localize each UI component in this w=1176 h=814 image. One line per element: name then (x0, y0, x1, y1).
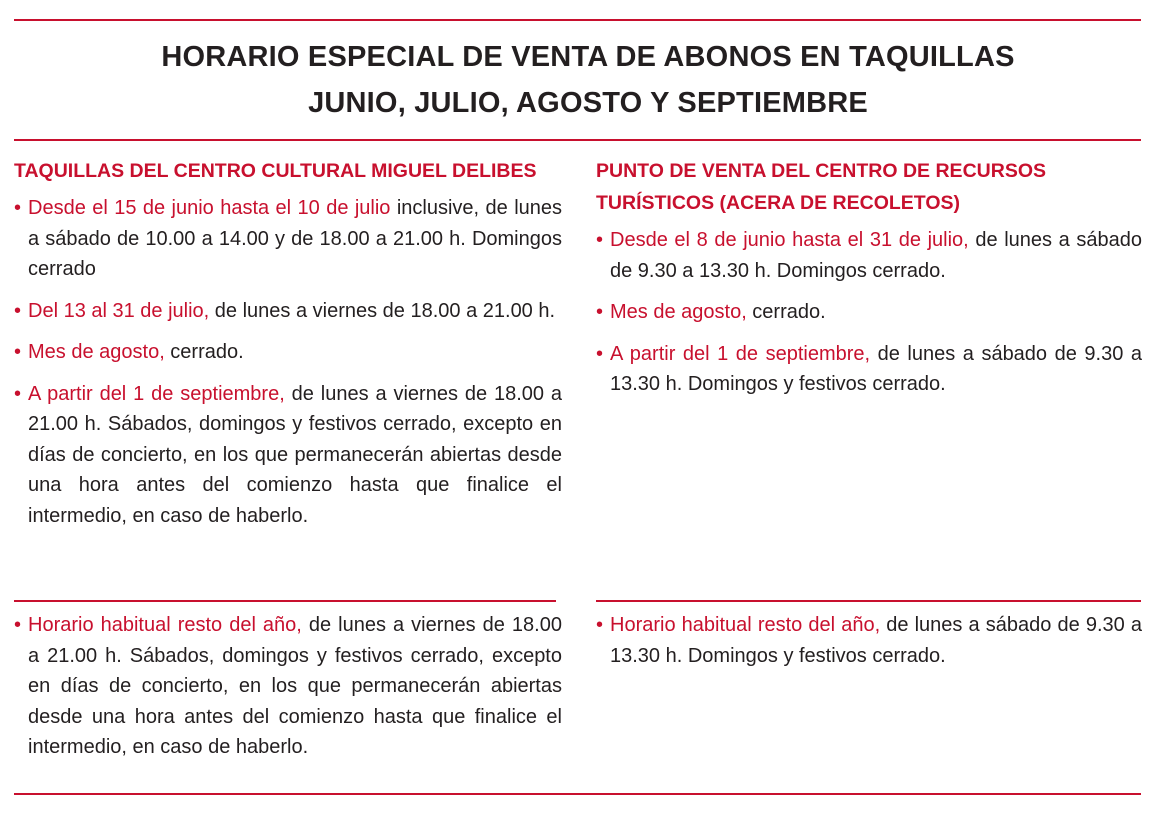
right-item-2 (596, 297, 1142, 328)
item-highlight: A partir del 1 de septiembre, (28, 382, 285, 405)
bullet-icon: • (14, 341, 22, 363)
item-highlight: Desde el 15 de junio hasta el 10 de julio (28, 197, 391, 219)
left-item-2 (14, 296, 562, 327)
bullet-icon: • (596, 301, 604, 323)
bullet-icon: • (596, 229, 604, 251)
right-heading: PUNTO DE VENTA DEL CENTRO DE RECURSOS TURÍSTICOS (ACERA DE RECOLETOS) (596, 160, 1046, 214)
item-text: de lunes a viernes de 18.00 a 21.00 h. (209, 299, 556, 322)
item-text: de lunes a sábado de 9.30 a 13.30 h. Domingos y festivos cerrado. (610, 614, 1142, 667)
left-column (14, 155, 562, 542)
left-item-4 (14, 379, 562, 532)
item-text: de lunes a sábado de 9.30 a 13.30 h. Domingos y festivos cerrado. (610, 342, 1142, 395)
bullet-icon: • (14, 197, 22, 219)
right-section-rule (596, 600, 1141, 602)
left-item-1 (14, 193, 562, 285)
top-rule (14, 19, 1141, 21)
right-regular-hours (596, 610, 1142, 682)
right-item-3 (596, 339, 1142, 400)
title-rule (14, 139, 1141, 141)
item-text: de lunes a viernes de 18.00 a 21.00 h. Sábados, domingos y festivos cerrado, excepto en días de concierto, en los que permanecerán abiertas desde una hora antes del comienzo hasta que finalice el intermedio, en caso de haberlo. (28, 614, 562, 758)
item-highlight: A partir del 1 de septiembre, (610, 342, 871, 365)
bullet-icon: • (14, 382, 22, 405)
bottom-rule (14, 793, 1141, 795)
right-column (596, 155, 1142, 411)
item-highlight: Desde el 8 de junio hasta el 31 de julio, (610, 229, 969, 251)
left-heading: TAQUILLAS DEL CENTRO CULTURAL MIGUEL DELIBES (14, 160, 537, 182)
left-regular-hours (14, 610, 562, 774)
item-text: inclusive, de lunes a sábado de 10.00 a 14.00 y de 18.00 a 21.00 h. Domingos cerrado (28, 197, 562, 280)
bullet-icon: • (596, 342, 604, 365)
item-highlight: Mes de agosto, (610, 301, 747, 323)
item-text: cerrado. (746, 301, 826, 323)
item-highlight: Horario habitual resto del año, (28, 614, 302, 636)
item-highlight: Mes de agosto, (28, 341, 165, 363)
bullet-icon: • (596, 614, 604, 636)
left-section-rule (14, 600, 556, 602)
right-item-1 (596, 225, 1142, 286)
item-text: de lunes a sábado de 9.30 a 13.30 h. Domingos cerrado. (610, 229, 1142, 282)
item-text: cerrado. (164, 341, 244, 363)
left-regular-item (14, 610, 562, 763)
title-line-1: HORARIO ESPECIAL DE VENTA DE ABONOS EN TAQUILLAS (161, 41, 1015, 73)
title-line-2: JUNIO, JULIO, AGOSTO Y SEPTIEMBRE (308, 87, 868, 119)
bullet-icon: • (14, 614, 22, 636)
item-highlight: Del 13 al 31 de julio, (28, 299, 210, 322)
item-highlight: Horario habitual resto del año, (610, 614, 881, 636)
page-title (0, 34, 1176, 126)
right-regular-item (596, 610, 1142, 671)
bullet-icon: • (14, 299, 22, 322)
item-text: de lunes a viernes de 18.00 a 21.00 h. Sábados, domingos y festivos cerrado, excepto en días de concierto, en los que permanecerán abiertas desde una hora antes del comienzo hasta que finalice el intermedio, en caso de haberlo. (28, 382, 563, 527)
left-item-3 (14, 337, 562, 368)
